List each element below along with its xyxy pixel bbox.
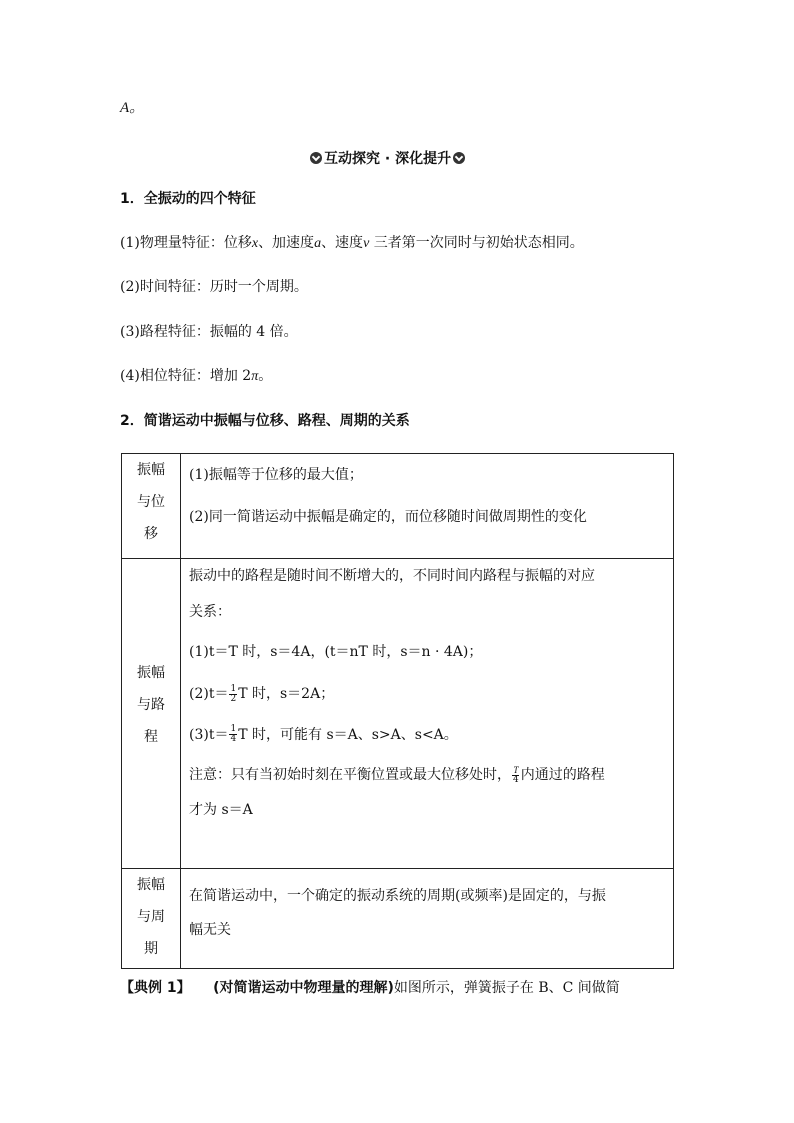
fraction: $\frac{1}{4}$ xyxy=(230,724,237,744)
row-content: 振动中的路程是随时间不断增大的，不同时间内路程与振幅的对应 关系： (1)t＝T 时，s＝4A，(t＝nT 时，s＝n · 4A)； (2)t＝ $\frac{1}{2}$ T 时，s＝2A； (3)t＝ $\frac{1}{4}$ T 时，可能有 s＝A、s>A、s<A。 注意：只有当初始时刻在平衡位置或最大位移处时， $\frac{T}{4}$ 内通过的路程 才为 s＝A xyxy=(181,559,674,869)
section-title-text: 互动探究 · 深化提升 xyxy=(324,151,452,167)
top-fragment: A。 xyxy=(120,100,145,116)
row-header: 振幅与路程 xyxy=(122,559,181,869)
example-text: 如图所示，弹簧振子在 B、C 间做简 xyxy=(393,980,620,996)
section-title xyxy=(310,148,465,168)
heading-item2: 2．简谐运动中振幅与位移、路程、周期的关系 xyxy=(120,413,410,429)
chevron-down-icon xyxy=(453,152,465,164)
table-row xyxy=(122,454,674,559)
chevron-down-icon xyxy=(310,152,322,164)
example-tag: 【典例 1】 xyxy=(120,980,191,996)
example-line xyxy=(120,977,620,997)
table-row xyxy=(122,869,674,969)
item1-line2: (2)时间特征：历时一个周期。 xyxy=(120,279,308,295)
item1-line3: (3)路程特征：振幅的 4 倍。 xyxy=(120,324,298,340)
row-content: 在简谐运动中，一个确定的振动系统的周期(或频率)是固定的，与振 幅无关 xyxy=(181,869,674,969)
heading-item1: 1．全振动的四个特征 xyxy=(120,191,256,207)
row-content: (1)振幅等于位移的最大值； (2)同一简谐运动中振幅是确定的，而位移随时间做周期性的变化 xyxy=(181,454,674,559)
item1-line4: (4)相位特征：增加 2π。 xyxy=(120,368,273,384)
item1-line1: (1)物理量特征：位移x、加速度a、速度v 三者第一次同时与初始状态相同。 xyxy=(120,235,584,251)
table-row xyxy=(122,559,674,869)
row-header: 振幅与周期 xyxy=(122,869,181,969)
row-header: 振幅与位移 xyxy=(122,454,181,559)
fraction: $\frac{1}{2}$ xyxy=(230,683,237,704)
example-paren: (对简谐运动中物理量的理解) xyxy=(213,980,394,996)
fraction: $\frac{T}{4}$ xyxy=(513,764,519,785)
relation-table xyxy=(121,453,674,969)
